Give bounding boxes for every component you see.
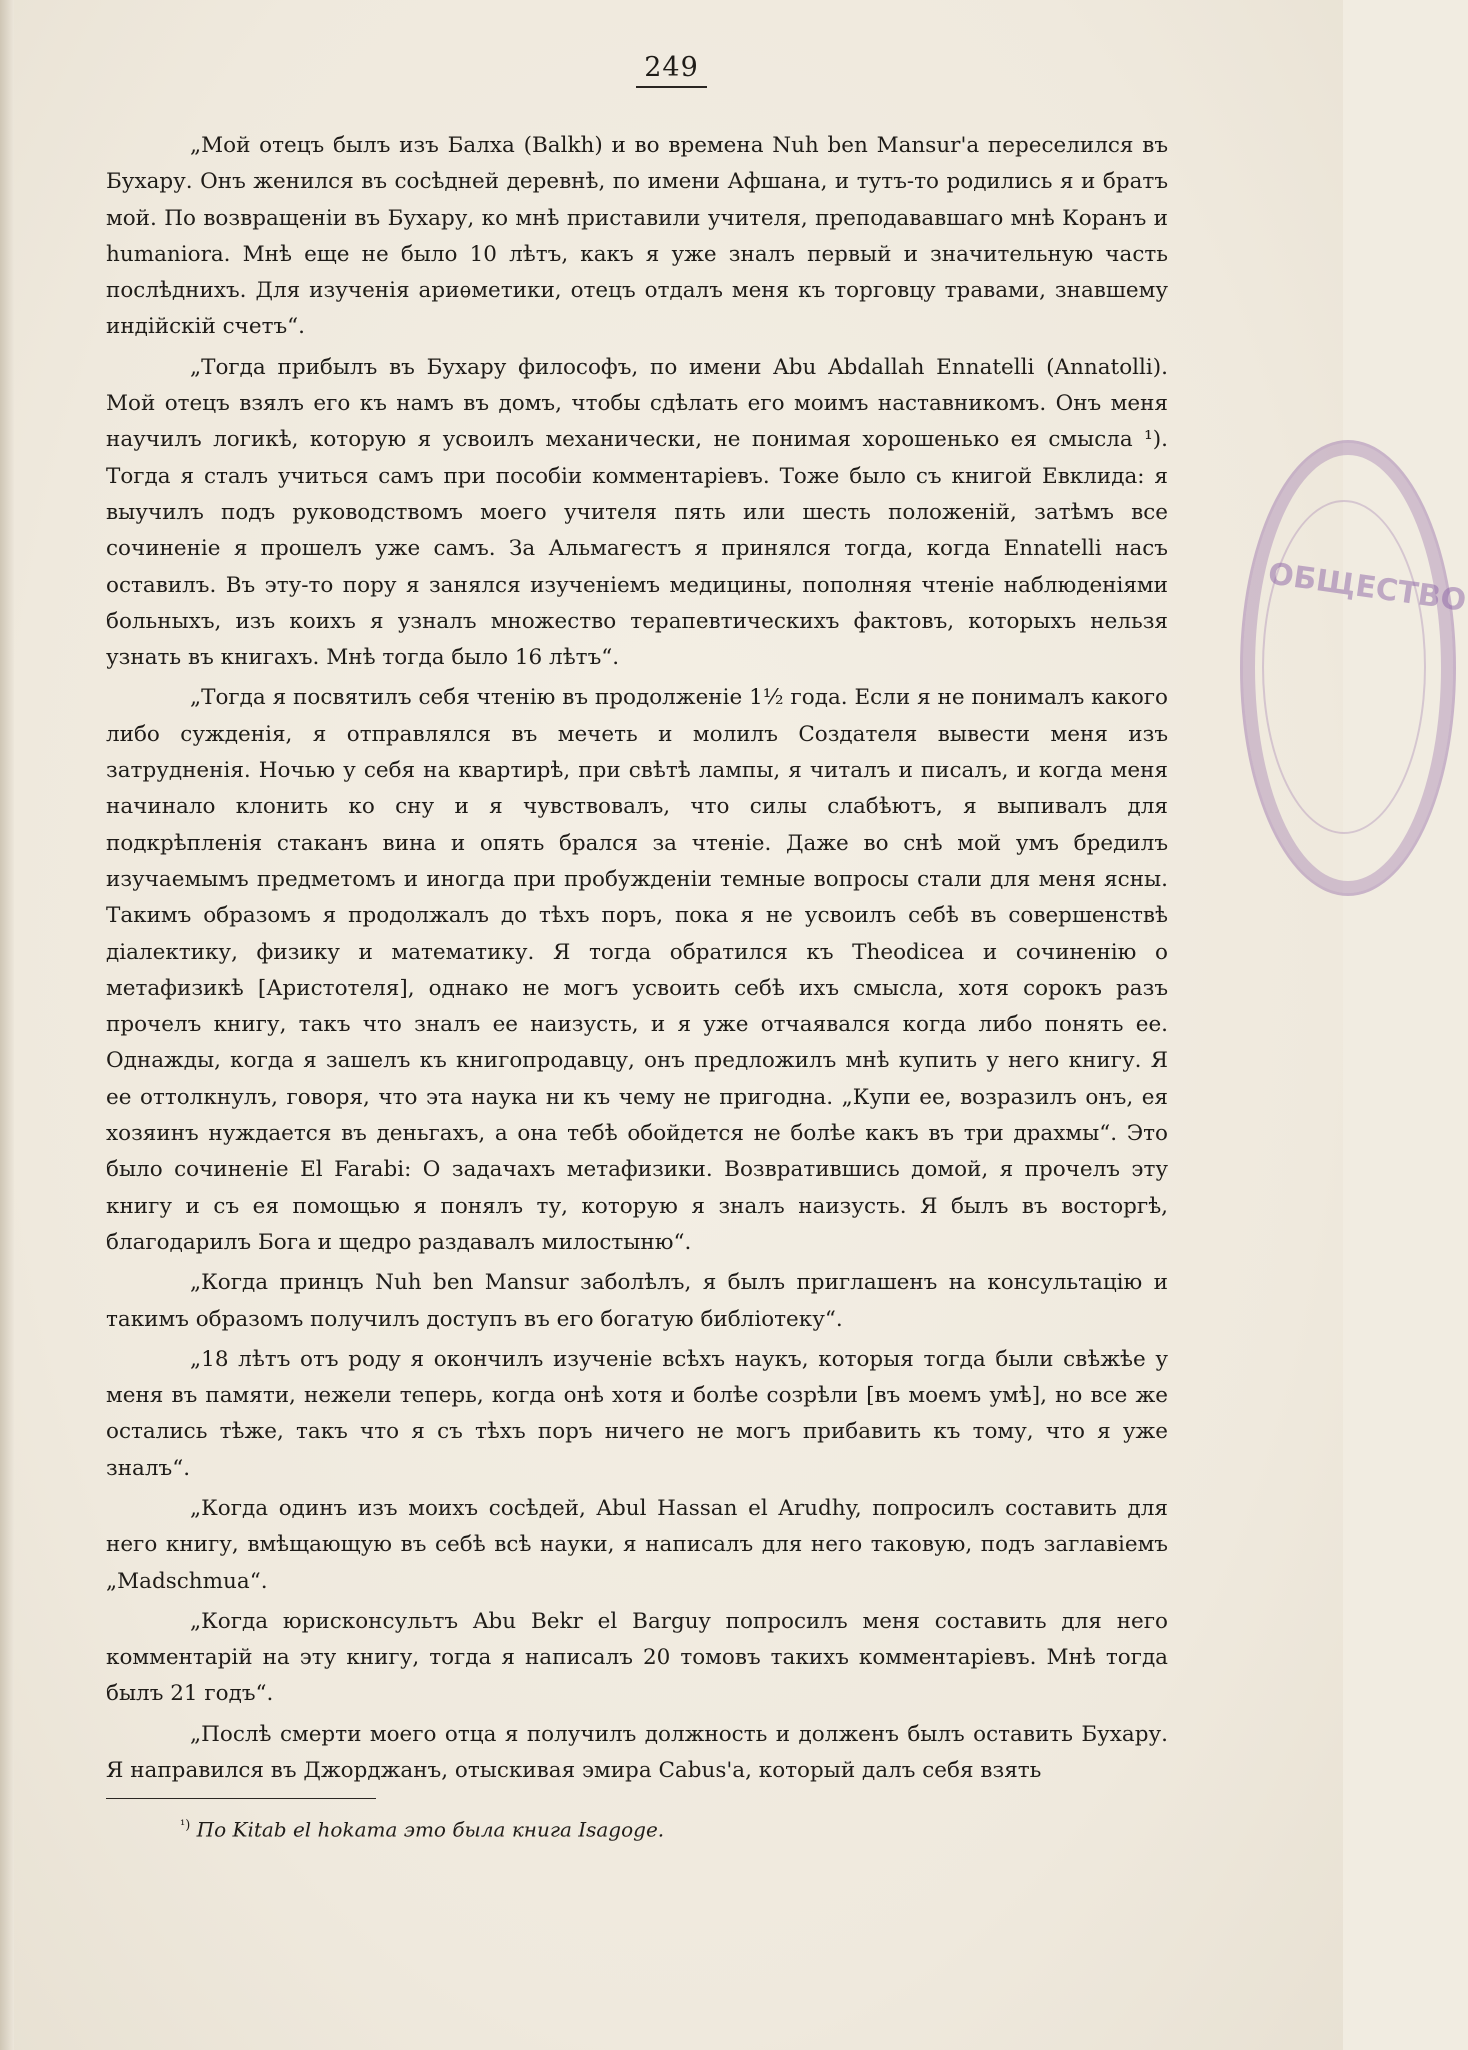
page-number bbox=[0, 52, 1343, 83]
footnote-divider bbox=[106, 1798, 376, 1799]
paragraph-1: „Мой отецъ былъ изъ Балха (Balkh) и во времена Nuh ben Mansur'а переселился въ Бухару. Онъ женился въ сосѣдней деревнѣ, по имени Афшана, и тутъ-то родились я и братъ мой. По возвращенiи въ Бухару, ко мнѣ приставили учителя, преподававшаго мнѣ Коранъ и humaniora. Мнѣ еще не было 10 лѣтъ, какъ я уже зналъ первый и значительную часть послѣднихъ. Для изученiя ариѳметики, отецъ отдалъ меня къ торговцу травами, знавшему индiйскiй счетъ“. bbox=[106, 133, 1168, 340]
footnote-mark: ¹) bbox=[180, 1818, 191, 1833]
library-stamp-inner-ring bbox=[1262, 500, 1468, 834]
library-stamp-text: ОБЩЕСТВО bbox=[1265, 556, 1468, 619]
binding-edge-shadow bbox=[0, 0, 14, 2050]
paragraph-7: „Когда юрисконсультъ Abu Bekr el Barguy попросилъ меня составить для него комментарiй на эту книгу, тогда я написалъ 20 томовъ такихъ комментарiевъ. Мнѣ тогда былъ 21 годъ“. bbox=[106, 1608, 1168, 1707]
page-number-text: 249 bbox=[636, 52, 707, 88]
body-text bbox=[106, 128, 1168, 1793]
footnote bbox=[180, 1812, 664, 1844]
paragraph-6: „Когда одинъ изъ моихъ сосѣдей, Abul Hassan el Arudhy, попросилъ составить для него книгу, вмѣщающую въ себѣ всѣ науки, я написалъ для него таковую, подъ заглавiемъ „Madschmua“. bbox=[106, 1495, 1168, 1594]
paragraph-3: „Тогда я посвятилъ себя чтенiю въ продолженiе 1½ года. Если я не понималъ какого либо сужденiя, я отправлялся въ мечеть и молилъ Создателя вывести меня изъ затрудненiя. Ночью у себя на квартирѣ, при свѣтѣ лампы, я читалъ и писалъ, и когда меня начинало клонить ко сну и я чувствовалъ, что силы слабѣютъ, я выпивалъ для подкрѣпленiя стаканъ вина и опять брался за чтенiе. Даже во снѣ мой умъ бредилъ изучаемымъ предметомъ и иногда при пробужденiи темные вопросы стали для меня ясны. Такимъ образомъ я продолжалъ до тѣхъ поръ, пока я не усвоилъ себѣ въ совершенствѣ дiалектику, физику и математику. Я тогда обратился къ Theodicea и сочиненiю о метафизикѣ [Аристотеля], однако не могъ усвоить себѣ ихъ смысла, хотя сорокъ разъ прочелъ книгу, такъ что зналъ ее наизусть, и я уже отчаявался когда либо понять ее. Однажды, когда я зашелъ къ книгопродавцу, онъ предложилъ мнѣ купить у него книгу. Я ее оттолкнулъ, говоря, что эта наука ни къ чему не пригодна. „Купи ее, возразилъ онъ, ея хозяинъ нуждается въ деньгахъ, а она тебѣ обойдется не болѣе какъ въ три драхмы“. Это было сочиненiе El Farabi: О задачахъ метафизики. Возвратившись домой, я прочелъ эту книгу и съ ея помощью я понялъ ту, которую я зналъ наизусть. Я былъ въ восторгѣ, благодарилъ Бога и щедро раздавалъ милостыню“. bbox=[106, 685, 1168, 1255]
paragraph-8: „Послѣ смерти моего отца я получилъ должность и долженъ былъ оставить Бухару. Я направился въ Джорджанъ, отыскивая эмира Cabus'а, который далъ себя взять bbox=[106, 1721, 1168, 1784]
paragraph-5: „18 лѣтъ отъ роду я окончилъ изученiе всѣхъ наукъ, которыя тогда были свѣжѣе у меня въ памяти, нежели теперь, когда онѣ хотя и болѣе созрѣли [въ моемъ умѣ], но все же остались тѣже, такъ что я съ тѣхъ поръ ничего не могъ прибавить къ тому, что я уже зналъ“. bbox=[106, 1346, 1168, 1481]
footnote-text: По Kitab el hokama это была книга Isagoge. bbox=[196, 1817, 665, 1842]
paragraph-2: „Тогда прибылъ въ Бухару философъ, по имени Abu Abdallah Ennatelli (Annatolli). Мой отецъ взялъ его къ намъ въ домъ, чтобы сдѣлать его моимъ наставникомъ. Онъ меня научилъ логикѣ, которую я усвоилъ механически, не понимая хорошенько ея смысла ¹). Тогда я сталъ учиться самъ при пособiи комментарiевъ. Тоже было съ книгой Евклида: я выучилъ подъ руководствомъ моего учителя пять или шесть положенiй, затѣмъ все сочиненiе я прошелъ уже самъ. За Альмагестъ я принялся тогда, когда Ennatelli насъ оставилъ. Въ эту-то пору я занялся изученiемъ медицины, пополняя чтенiе наблюденiями больныхъ, изъ коихъ я узналъ множество терапевтическихъ фактовъ, которыхъ нельзя узнать въ книгахъ. Мнѣ тогда было 16 лѣтъ“. bbox=[106, 354, 1168, 671]
paragraph-4: „Когда принцъ Nuh ben Mansur заболѣлъ, я былъ приглашенъ на консультацiю и такимъ образомъ получилъ доступъ въ его богатую библiотеку“. bbox=[106, 1270, 1168, 1332]
